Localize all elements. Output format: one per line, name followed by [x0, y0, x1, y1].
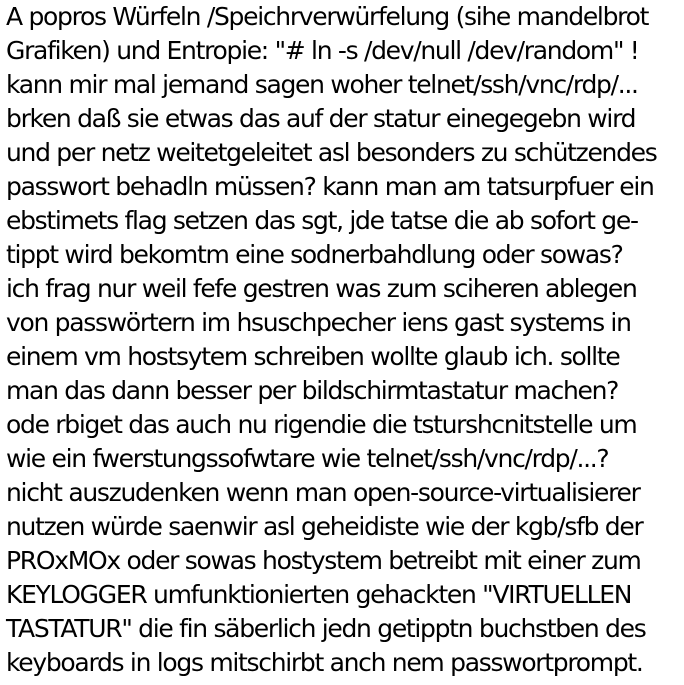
document-body — [6, 0, 682, 685]
text-line: passwort behadln müssen? kann man am tatsurpfuer ein — [6, 172, 654, 201]
text-line: und per netz weitetgeleitet asl besonders zu schützendes — [6, 138, 657, 167]
text-line: ode rbiget das auch nu rigendie die tsturshcnitstelle um — [6, 410, 637, 439]
text-line: keyboards in logs mitschirbt anch nem passwortprompt. — [6, 648, 643, 677]
text-line: A popros Würfeln /Speichrverwürfelung (sihe mandelbrot — [6, 2, 649, 31]
text-line: Grafiken) und Entropie: "# ln -s /dev/null /dev/random" ! — [6, 36, 639, 65]
text-line: PROxMOx oder sowas hostystem betreibt mit einer zum — [6, 546, 641, 575]
text-line: man das dann besser per bildschirmtastatur machen? — [6, 376, 619, 405]
text-line: kann mir mal jemand sagen woher telnet/ssh/vnc/rdp/... — [6, 70, 638, 99]
text-line: TASTATUR" die fin säberlich jedn getipptn buchstben des — [6, 614, 646, 643]
text-line: ich frag nur weil fefe gestren was zum sciheren ablegen — [6, 274, 637, 303]
text-line: tippt wird bekomtm eine sodnerbahdlung oder sowas? — [6, 240, 623, 269]
text-line: nicht auszudenken wenn man open-source-virtualisierer — [6, 478, 640, 507]
text-line: brken daß sie etwas das auf der statur einegegebn wird — [6, 104, 636, 133]
text-line: ebstimets flag setzen das sgt, jde tatse die ab sofort ge- — [6, 206, 638, 235]
text-line: nutzen würde saenwir asl geheidiste wie der kgb/sfb der — [6, 512, 643, 541]
text-line: wie ein fwerstungssofwtare wie telnet/ssh/vnc/rdp/...? — [6, 444, 609, 473]
text-line: einem vm hostsytem schreiben wollte glaub ich. sollte — [6, 342, 620, 371]
text-line: KEYLOGGER umfunktionierten gehackten "VIRTUELLEN — [6, 580, 632, 609]
text-line: von passwörtern im hsuschpecher iens gast systems in — [6, 308, 631, 337]
